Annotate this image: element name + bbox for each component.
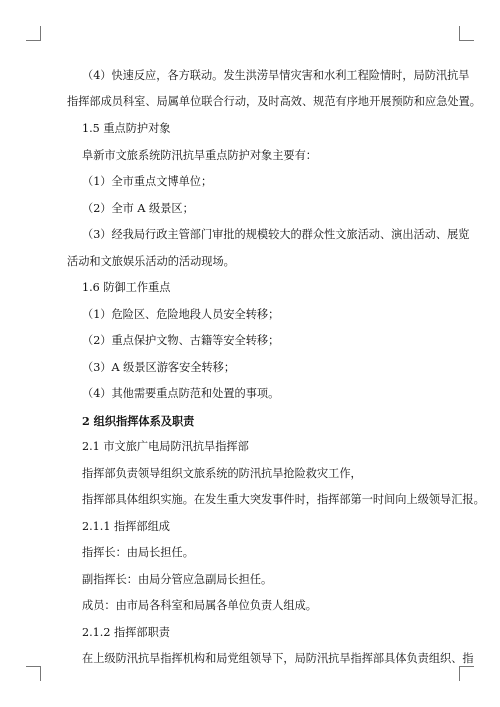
paragraph-line: 成员：由市局各科室和局属各单位负责人组成。 <box>82 599 317 612</box>
paragraph-line: 副指挥长：由局分管应急副局长担任。 <box>82 573 273 586</box>
list-item: （2）重点保护文物、古籍等安全转移； <box>82 334 280 347</box>
section-heading: 2.1.1 指挥部组成 <box>82 520 170 533</box>
section-heading: 1.6 防御工作重点 <box>82 281 171 294</box>
paragraph-line: 活动和文旅娱乐活动的活动现场。 <box>67 255 235 268</box>
chapter-heading: 2 组织指挥体系及职责 <box>82 414 195 428</box>
section-heading: 2.1.2 指挥部职责 <box>82 626 170 639</box>
paragraph-line: （4）快速反应，各方联动。发生洪涝旱情灾害和水利工程险情时，局防汛抗旱 <box>82 69 470 82</box>
list-item: （2）全市 A 级景区； <box>82 202 194 215</box>
crop-mark-bottom-right <box>459 666 474 681</box>
list-item: （4）其他需要重点防范和处置的事项。 <box>82 387 280 400</box>
section-heading: 2.1 市文旅广电局防汛抗旱指挥部 <box>82 440 249 453</box>
paragraph-line: 指挥部具体组织实施。在发生重大突发事件时，指挥部第一时间向上级领导汇报。 <box>82 493 485 506</box>
list-item: （3）A 级景区游客安全转移； <box>82 361 236 374</box>
list-item: （1）危险区、危险地段人员安全转移； <box>82 308 280 321</box>
paragraph-line: 在上级防汛抗旱指挥机构和局党组领导下，局防汛抗旱指挥部具体负责组织、指 <box>82 652 474 665</box>
crop-mark-top-right <box>459 26 474 41</box>
paragraph-line: 阜新市文旅系统防汛抗旱重点防护对象主要有： <box>82 149 317 162</box>
paragraph-line: 指挥部成员科室、局属单位联合行动，及时高效、规范有序地开展预防和应急处置。 <box>67 95 481 108</box>
paragraph-line: 指挥部负责领导组织文旅系统的防汛抗旱抢险救灾工作， <box>82 467 362 480</box>
crop-mark-bottom-left <box>26 666 41 681</box>
list-item: （1）全市重点文博单位； <box>82 175 213 188</box>
section-heading: 1.5 重点防护对象 <box>82 122 171 135</box>
crop-mark-top-left <box>26 26 41 41</box>
paragraph-line: 指挥长：由局长担任。 <box>82 546 194 559</box>
list-item: （3）经我局行政主管部门审批的规模较大的群众性文旅活动、演出活动、展览 <box>82 228 470 241</box>
